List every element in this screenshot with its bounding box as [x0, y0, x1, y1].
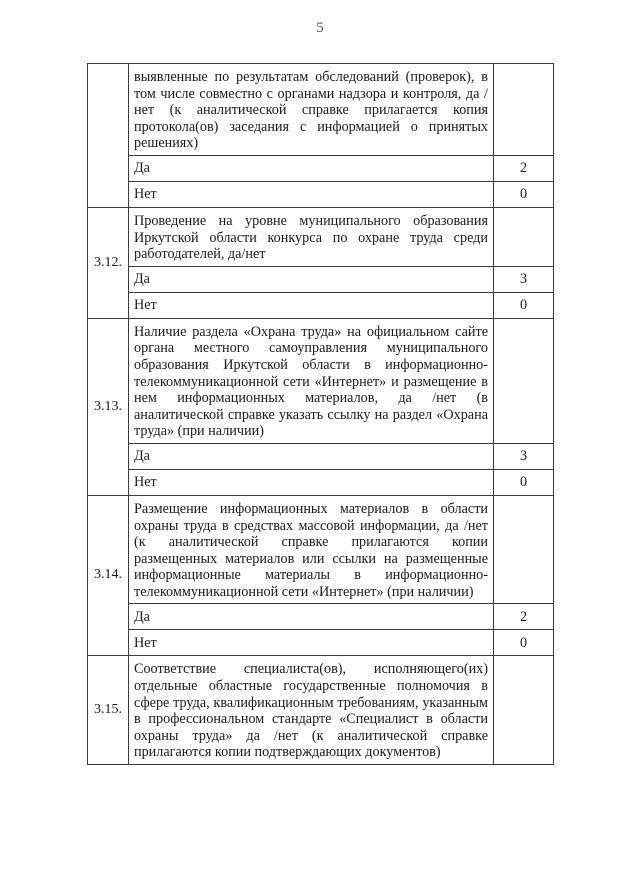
- table-row: [88, 207, 554, 266]
- option-label: Нет: [129, 469, 494, 495]
- item-number: 3.12.: [88, 207, 129, 318]
- page-number: 5: [316, 20, 324, 36]
- item-description: Размещение информационных материалов в области охраны труда в средствах массовой информации, да /нет (к аналитической справке прилагаются копии размещенных материалов или ссылки на размещенные информационные материалы в информационно-телекоммуникационной сети «Интернет» (при наличии): [129, 495, 494, 604]
- option-score: 3: [494, 443, 554, 469]
- option-label: Да: [129, 155, 494, 181]
- item-description: Наличие раздела «Охрана труда» на официальном сайте органа местного самоуправления муниципального образования Иркутской области в информационно-телекоммуникационной сети «Интернет» и размещение в нем информационных материалов, да /нет (в аналитической справке указать ссылку на раздел «Охрана труда» (при наличии): [129, 318, 494, 443]
- table-row: [88, 469, 554, 495]
- table-row: [88, 604, 554, 630]
- table-row: [88, 656, 554, 765]
- item-number: 3.13.: [88, 318, 129, 495]
- option-label: Да: [129, 266, 494, 292]
- table-row: [88, 181, 554, 207]
- table-row: [88, 266, 554, 292]
- table-row: [88, 495, 554, 604]
- option-score: 0: [494, 469, 554, 495]
- option-label: Нет: [129, 292, 494, 318]
- item-description: Соответствие специалиста(ов), исполняющего(их) отдельные областные государственные полномочия в сфере труда, квалификационным требованиям, указанным в профессиональном стандарте «Специалист в области охраны труда» да /нет (к аналитической справке прилагаются копии подтверждающих документов): [129, 656, 494, 765]
- table-row: [88, 443, 554, 469]
- item-number: [88, 64, 129, 208]
- criteria-table: [87, 63, 554, 765]
- option-label: Да: [129, 604, 494, 630]
- item-description: выявленные по результатам обследований (проверок), в том числе совместно с органами надзора и контроля, да /нет (к аналитической справке прилагается копия протокола(ов) заседания с информацией о принятых решениях): [129, 64, 494, 156]
- option-score: 2: [494, 155, 554, 181]
- table-row: [88, 155, 554, 181]
- option-score: 2: [494, 604, 554, 630]
- table-row: [88, 318, 554, 443]
- option-score: 0: [494, 630, 554, 656]
- option-score: 3: [494, 266, 554, 292]
- option-score: 0: [494, 181, 554, 207]
- table-row: [88, 64, 554, 156]
- option-label: Да: [129, 443, 494, 469]
- option-label: Нет: [129, 181, 494, 207]
- table-row: [88, 630, 554, 656]
- option-label: Нет: [129, 630, 494, 656]
- table-row: [88, 292, 554, 318]
- option-score: 0: [494, 292, 554, 318]
- item-description: Проведение на уровне муниципального образования Иркутской области конкурса по охране труда среди работодателей, да/нет: [129, 207, 494, 266]
- item-number: 3.15.: [88, 656, 129, 765]
- item-number: 3.14.: [88, 495, 129, 656]
